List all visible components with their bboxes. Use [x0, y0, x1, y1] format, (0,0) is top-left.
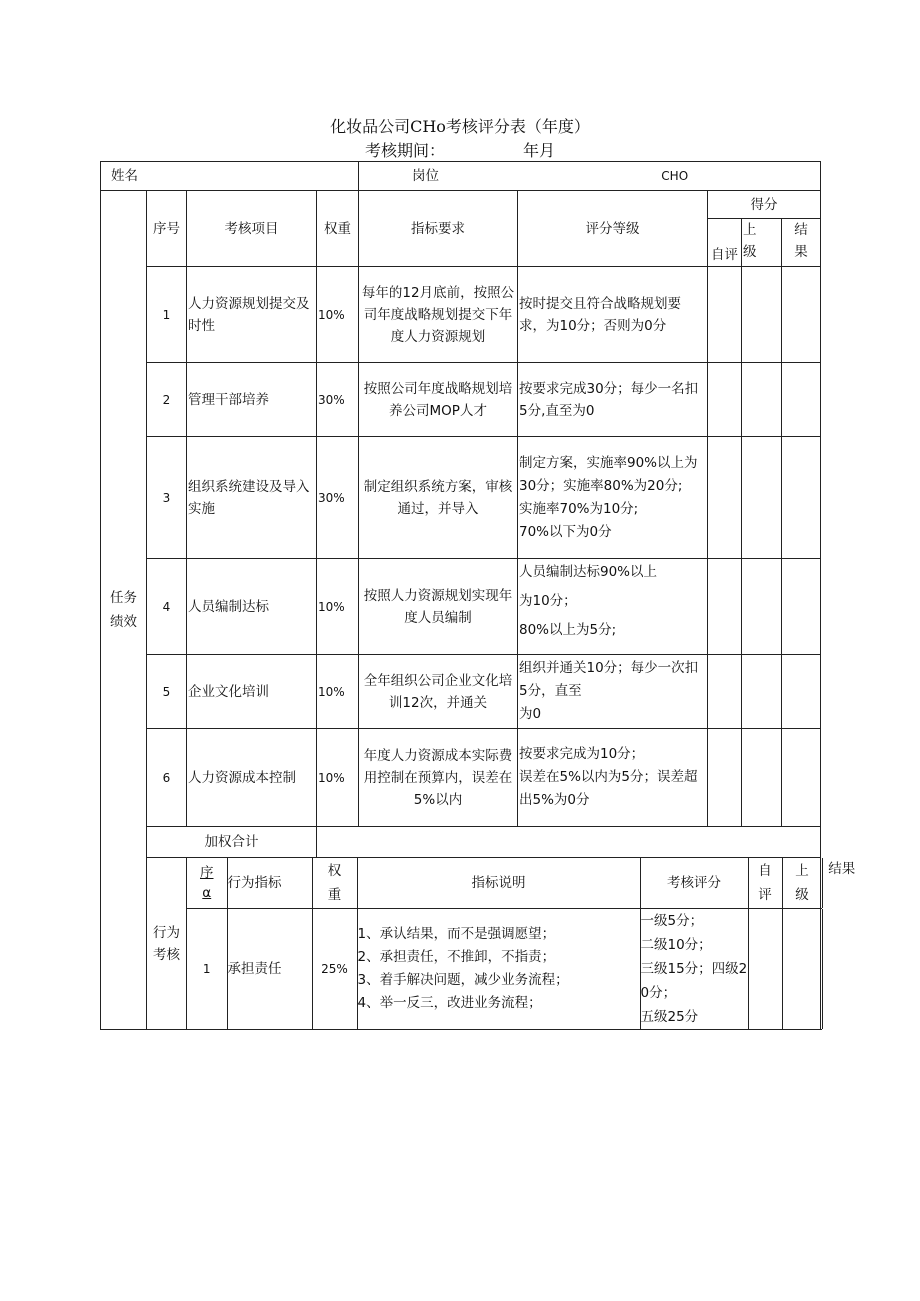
- row-item: 组织系统建设及导入实施: [187, 437, 317, 559]
- row-requirement: 每年的12月底前，按照公司年度战略规划提交下年度人力资源规划: [359, 267, 518, 363]
- row-seq: 2: [147, 363, 187, 437]
- behavior-header: [187, 858, 856, 909]
- row-superior: [742, 363, 782, 437]
- behavior-section-label: 行为考核: [147, 858, 187, 1030]
- row-self-eval: [708, 655, 742, 729]
- behavior-col-result: 结果: [822, 858, 861, 908]
- row-item: 人力资源规划提交及时性: [187, 267, 317, 363]
- period-label: 考核期间：: [364, 141, 445, 160]
- row-result: [782, 267, 821, 363]
- col-weight: 权重: [317, 191, 359, 267]
- behavior-row-rating: 一级5分； 二级10分； 三级15分；四级20分； 五级25分: [640, 909, 748, 1029]
- row-requirement: 按照公司年度战略规划培养公司MOP人才: [359, 363, 518, 437]
- name-label: 姓名: [101, 162, 359, 191]
- table-row: [101, 559, 821, 655]
- row-weight: 30%: [317, 437, 359, 559]
- assessment-period: [0, 138, 920, 161]
- row-grading: 按要求完成为10分； 误差在5%以内为5分；误差超出5%为0分: [518, 729, 708, 827]
- row-self-eval: [708, 363, 742, 437]
- row-grading: 按时提交且符合战略规划要求，为10分；否则为0分: [518, 267, 708, 363]
- row-self-eval: [708, 267, 742, 363]
- row-grading: 制定方案，实施率90%以上为30分；实施率80%为20分; 实施率70%为10分; 70%以下为0分: [518, 437, 708, 559]
- table-row: [101, 729, 821, 827]
- table-row: [101, 437, 821, 559]
- row-requirement: 制定组织系统方案，审核通过，并导入: [359, 437, 518, 559]
- row-weight: 30%: [317, 363, 359, 437]
- row-superior: [742, 437, 782, 559]
- table-row: [101, 363, 821, 437]
- col-score: 得分: [708, 191, 821, 219]
- row-weight: 10%: [317, 655, 359, 729]
- behavior-col-weight: 权重: [312, 858, 357, 908]
- row-requirement: 按照人力资源规划实现年度人员编制: [359, 559, 518, 655]
- table-row: [101, 267, 821, 363]
- row-seq: 6: [147, 729, 187, 827]
- behavior-row-description: 1、承认结果，而不是强调愿望； 2、承担责任，不推卸，不指责； 3、着手解决问题，减少业务流程； 4、举一反三，改进业务流程；: [357, 909, 640, 1029]
- row-seq: 4: [147, 559, 187, 655]
- row-grading: 按要求完成30分；每少一名扣5分,直至为0: [518, 363, 708, 437]
- row-grading: 组织并通关10分；每少一次扣5分，直至 为0: [518, 655, 708, 729]
- row-item: 人力资源成本控制: [187, 729, 317, 827]
- row-self-eval: [708, 729, 742, 827]
- row-result: [782, 363, 821, 437]
- row-self-eval: [708, 437, 742, 559]
- behavior-row-indicator: 承担责任: [227, 909, 312, 1029]
- row-weight: 10%: [317, 559, 359, 655]
- behavior-col-rating: 考核评分: [640, 858, 748, 908]
- document-title: 化妆品公司CHo考核评分表（年度）: [330, 117, 590, 136]
- behavior-col-seq: 序α: [187, 858, 227, 908]
- col-seq: 序号: [147, 191, 187, 267]
- row-weight: 10%: [317, 267, 359, 363]
- row-item: 企业文化培训: [187, 655, 317, 729]
- col-item: 考核项目: [187, 191, 317, 267]
- col-superior: 上级: [742, 219, 782, 267]
- row-superior: [742, 559, 782, 655]
- row-grading: 人员编制达标90%以上 为10分； 80%以上为5分;: [518, 559, 708, 655]
- col-result: 结果: [782, 219, 821, 267]
- col-grading: 评分等级: [518, 191, 708, 267]
- position-row: [359, 162, 821, 191]
- row-item: 管理干部培养: [187, 363, 317, 437]
- row-result: [782, 729, 821, 827]
- row-requirement: 年度人力资源成本实际费用控制在预算内，误差在5%以内: [359, 729, 518, 827]
- assessment-table: [100, 161, 856, 1030]
- behavior-col-superior: 上级: [782, 858, 822, 908]
- row-superior: [742, 267, 782, 363]
- row-seq: 1: [147, 267, 187, 363]
- col-requirement: 指标要求: [359, 191, 518, 267]
- total-value: [317, 827, 821, 858]
- table-row: [101, 909, 821, 1030]
- period-suffix: 年月: [523, 141, 556, 160]
- row-superior: [742, 729, 782, 827]
- row-seq: 5: [147, 655, 187, 729]
- row-item: 人员编制达标: [187, 559, 317, 655]
- col-self-eval: 自评: [708, 219, 742, 267]
- row-weight: 10%: [317, 729, 359, 827]
- row-requirement: 全年组织公司企业文化培训12次，并通关: [359, 655, 518, 729]
- position-label: 岗位: [412, 168, 439, 184]
- row-result: [782, 437, 821, 559]
- table-row: [101, 655, 821, 729]
- total-row: [101, 827, 821, 858]
- row-superior: [742, 655, 782, 729]
- behavior-row-superior: [782, 909, 822, 1029]
- position-value: CHO: [661, 169, 689, 183]
- behavior-col-description: 指标说明: [357, 858, 640, 908]
- row-result: [782, 655, 821, 729]
- behavior-row-weight: 25%: [312, 909, 357, 1029]
- behavior-col-self-eval: 自评: [748, 858, 782, 908]
- behavior-col-indicator: 行为指标: [227, 858, 312, 908]
- row-self-eval: [708, 559, 742, 655]
- behavior-row-self-eval: [748, 909, 782, 1029]
- row-result: [782, 559, 821, 655]
- total-label: 加权合计: [147, 827, 317, 858]
- task-section-label: 任务绩效: [101, 191, 147, 1030]
- behavior-row-seq: 1: [187, 909, 227, 1029]
- behavior-row-result: [822, 909, 861, 1029]
- row-seq: 3: [147, 437, 187, 559]
